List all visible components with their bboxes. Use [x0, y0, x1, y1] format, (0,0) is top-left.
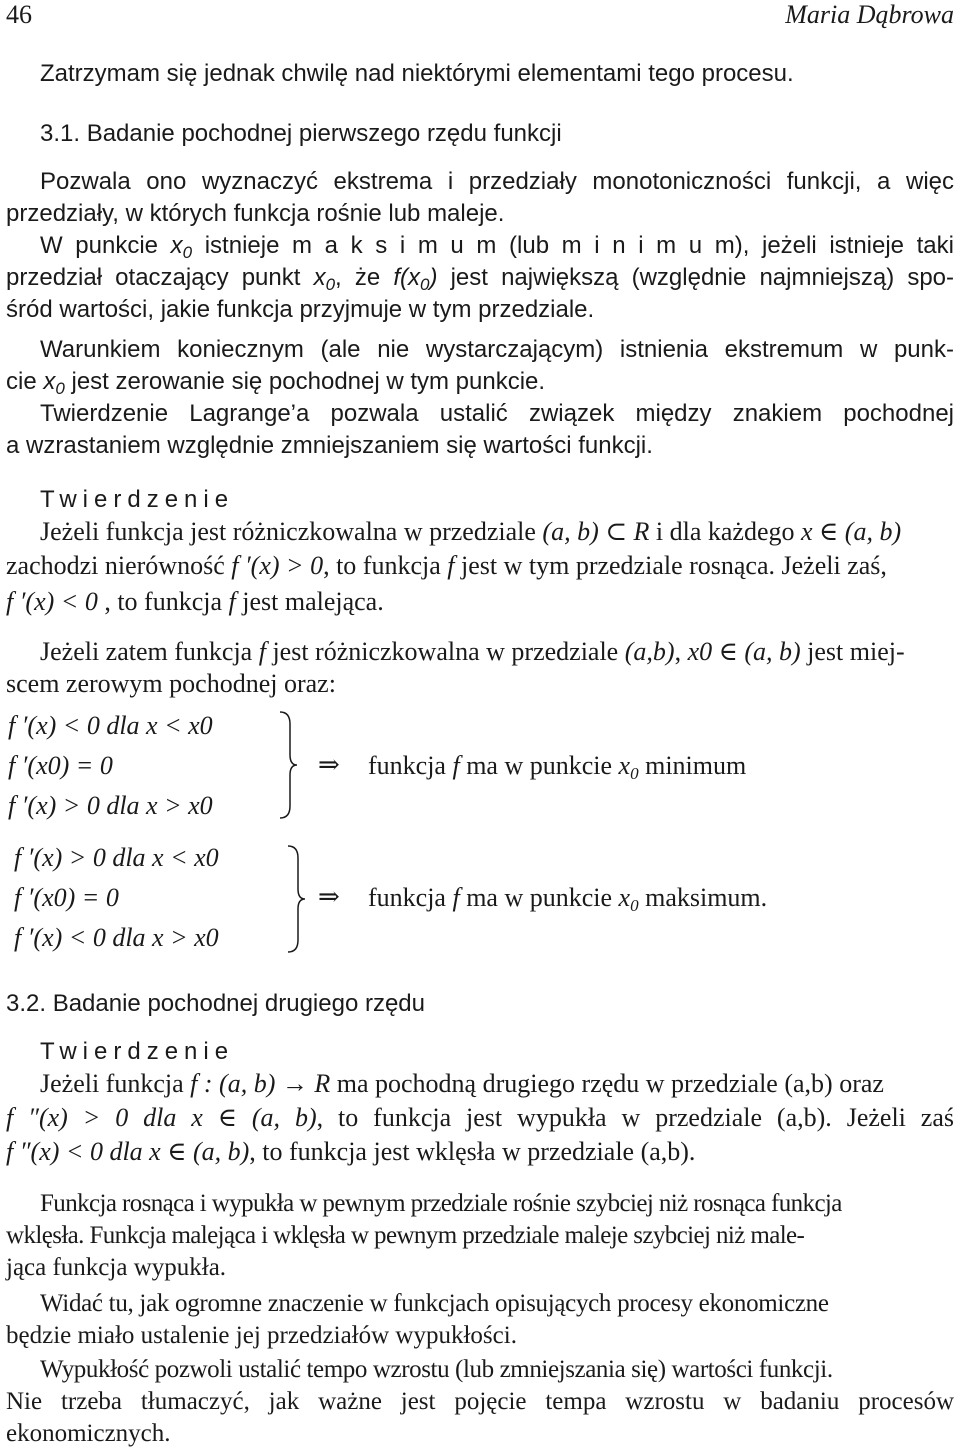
minimum-result: funkcja f ma w punkcie $x_0$ minimum: [368, 751, 747, 783]
paragraph-line: W punkcie $x_0$ istnieje m a k s i m u m (lub m i n i m u m), jeżeli istnieje taki: [40, 232, 954, 262]
maximum-condition-1: f ′(x) > 0 dla x < x0: [14, 843, 219, 872]
theorem-title: Twierdzenie: [40, 1038, 235, 1065]
minimum-condition-3: f ′(x) > 0 dla x > x0: [8, 791, 213, 820]
theorem-line: zachodzi nierówność f ′(x) > 0, to funkcja f jest w tym przedziale rosnąca. Jeżeli zaś,: [6, 551, 887, 580]
paragraph-line: Pozwala ono wyznaczyć ekstrema i przedziały monotoniczności funkcji, a więc: [40, 168, 954, 195]
paragraph-line: przedział otaczający punkt $x_0$, że $f(x_0)$ jest największą (względnie najmniejszą) spo-: [6, 264, 955, 294]
paragraph-line: Funkcja rosnąca i wypukła w pewnym przedziale rośnie szybciej niż rosnąca funkcja: [40, 1190, 842, 1217]
paragraph-line: jąca funkcja wypukła.: [6, 1254, 227, 1281]
paragraph-line: Wypukłość pozwoli ustalić tempo wzrostu (lub zmniejszania się) wartości funkcji.: [40, 1356, 833, 1383]
minimum-condition-2: f ′(x0) = 0: [8, 751, 113, 780]
maximum-condition-2: f ′(x0) = 0: [14, 883, 119, 912]
theorem-line: f ′(x) < 0 , to funkcja f jest malejąca.: [6, 587, 384, 616]
paragraph-line: przedziały, w których funkcja rośnie lub maleje.: [6, 200, 505, 227]
paragraph-line: Twierdzenie Lagrange’a pozwala ustalić związek między znakiem pochodnej: [40, 400, 954, 427]
implies-arrow-icon: ⇒: [318, 882, 340, 911]
right-brace-icon: [278, 710, 298, 820]
maximum-result: funkcja f ma w punkcie $x_0$ maksimum.: [368, 883, 768, 915]
paragraph-line: Widać tu, jak ogromne znaczenie w funkcjach opisujących procesy ekonomiczne: [40, 1290, 829, 1317]
paragraph-line: będzie miało ustalenie jej przedziałów wypukłości.: [6, 1322, 517, 1349]
theorem-title: Twierdzenie: [40, 486, 235, 513]
paragraph-line: Jeżeli zatem funkcja f jest różniczkowalna w przedziale (a,b), x0 ∈ (a, b) jest miej-: [40, 637, 905, 666]
paragraph-line: cie $x_0$ jest zerowanie się pochodnej w tym punkcie.: [6, 368, 546, 398]
paragraph-line: a wzrastaniem względnie zmniejszaniem się wartości funkcji.: [6, 432, 653, 459]
theorem-line: Jeżeli funkcja f : (a, b) → R ma pochodną drugiego rzędu w przedziale (a,b) oraz: [40, 1069, 884, 1098]
paragraph-line: Nie trzeba tłumaczyć, jak ważne jest pojęcie tempa wzrostu w badaniu procesów: [6, 1388, 954, 1415]
paragraph-line: scem zerowym pochodnej oraz:: [6, 669, 336, 698]
paragraph-line: wklęsła. Funkcja malejąca i wklęsła w pewnym przedziale maleje szybciej niż male-: [6, 1222, 805, 1249]
intro-line: Zatrzymam się jednak chwilę nad niektórymi elementami tego procesu.: [40, 60, 794, 87]
paragraph-line: Warunkiem koniecznym (ale nie wystarczającym) istnienia ekstremum w punk-: [40, 336, 954, 363]
maximum-condition-3: f ′(x) < 0 dla x > x0: [14, 923, 219, 952]
paragraph-line: ekonomicznych.: [6, 1420, 171, 1447]
section-heading-3-2: 3.2. Badanie pochodnej drugiego rzędu: [6, 990, 425, 1017]
author-name: Maria Dąbrowa: [785, 0, 954, 29]
page-header: [6, 0, 954, 40]
implies-arrow-icon: ⇒: [318, 750, 340, 779]
right-brace-icon: [286, 844, 306, 954]
page-number: 46: [6, 0, 32, 29]
minimum-condition-1: f ′(x) < 0 dla x < x0: [8, 711, 213, 740]
theorem-line: f ″(x) > 0 dla x ∈ (a, b), to funkcja jest wypukła w przedziale (a,b). Jeżeli zaś: [6, 1103, 955, 1132]
theorem-line: Jeżeli funkcja jest różniczkowalna w przedziale (a, b) ⊂ R i dla każdego x ∈ (a, b): [40, 517, 902, 546]
paragraph-line: śród wartości, jakie funkcja przyjmuje w tym przedziale.: [6, 296, 595, 323]
theorem-line: f ″(x) < 0 dla x ∈ (a, b), to funkcja jest wklęsła w przedziale (a,b).: [6, 1137, 696, 1166]
section-heading-3-1: 3.1. Badanie pochodnej pierwszego rzędu funkcji: [40, 120, 562, 147]
